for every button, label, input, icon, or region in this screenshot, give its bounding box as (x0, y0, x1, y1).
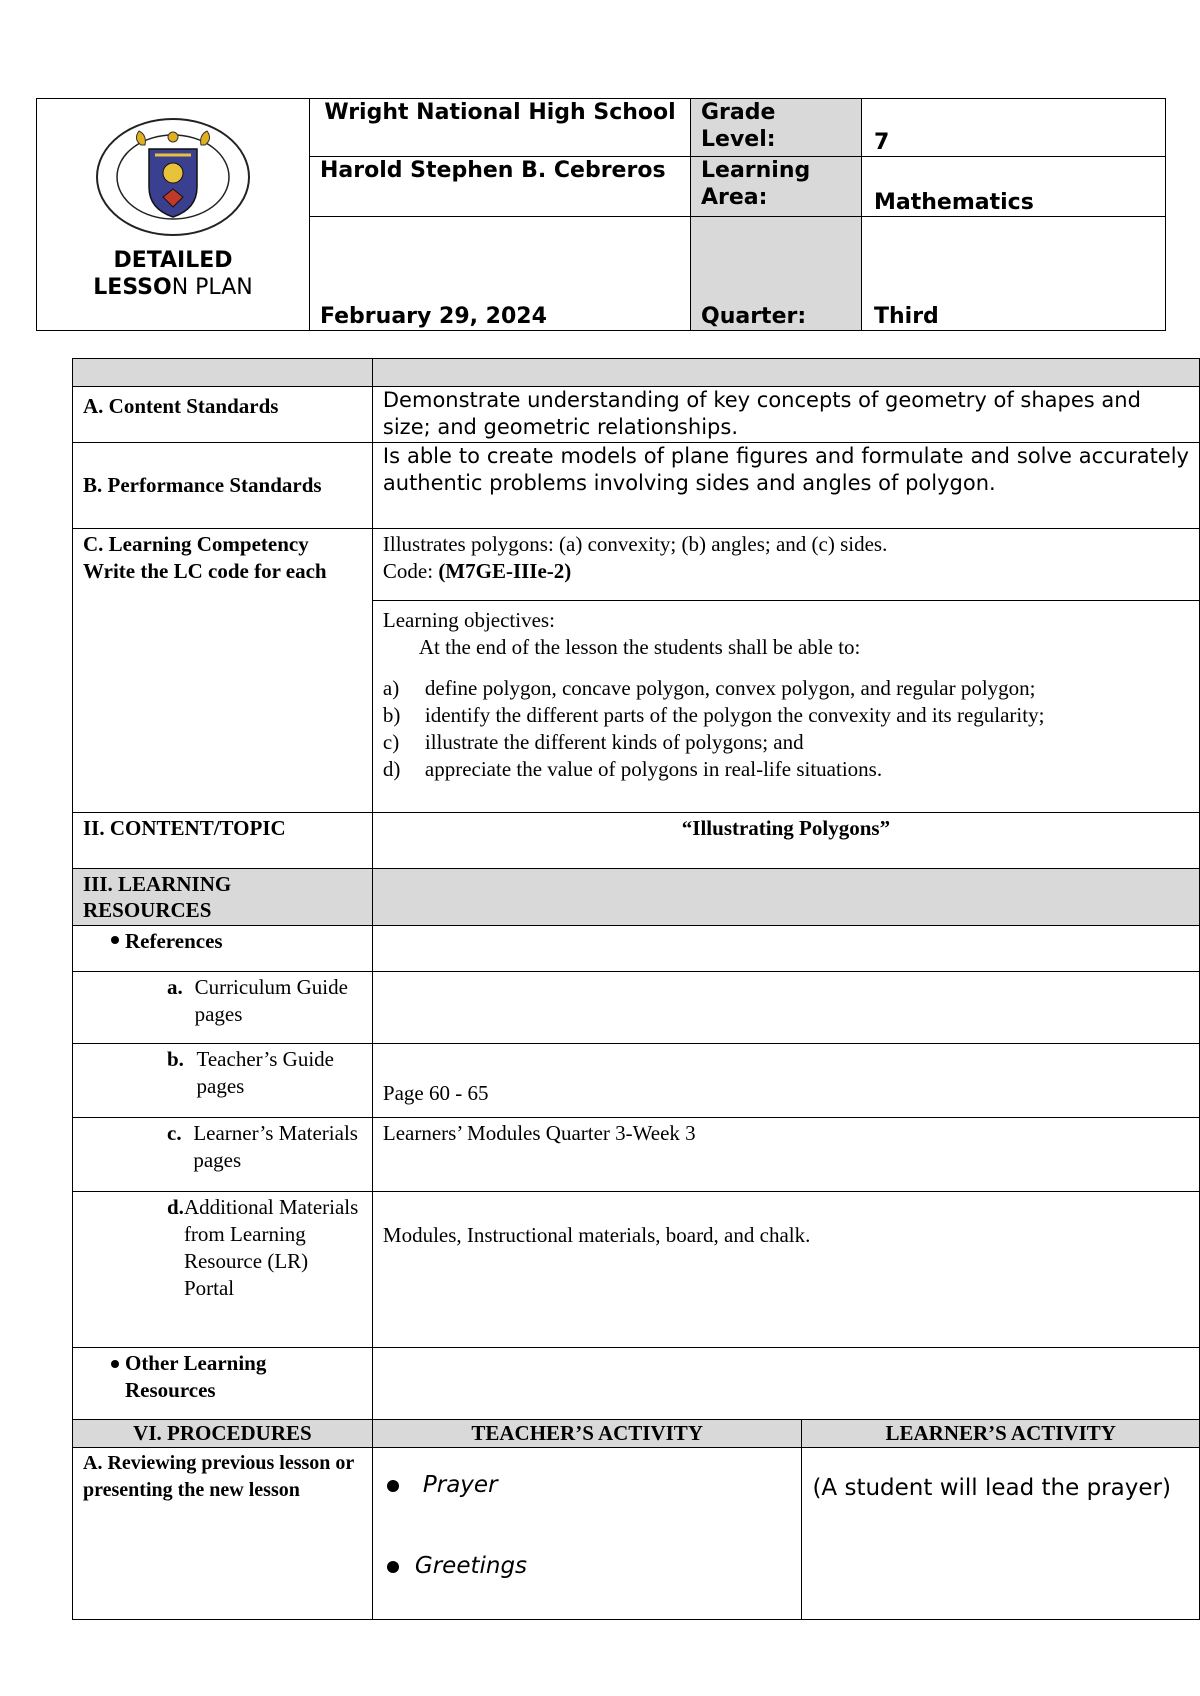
lc-code (383, 558, 1189, 585)
teacher-activity-cell (372, 1448, 802, 1620)
grade-value: 7 (862, 99, 1166, 157)
item-key: a. (167, 975, 183, 999)
blank-header-cell (73, 359, 373, 387)
performance-standards-label: B. Performance Standards (73, 443, 373, 529)
list-item (387, 1472, 792, 1499)
references-label (73, 926, 373, 972)
learners-materials-row (73, 1118, 1200, 1192)
lesson-plan-table (72, 358, 1200, 1620)
quarter-label: Quarter: (691, 217, 862, 331)
header-table (36, 98, 1166, 331)
curriculum-guide-label (73, 972, 373, 1044)
lc-code-value: (M7GE-IIIe-2) (438, 559, 572, 583)
logo-cell (37, 99, 310, 331)
teachers-guide-row (73, 1044, 1200, 1118)
lc-label-line2: Write the LC code for each (83, 559, 327, 583)
list-item (383, 702, 1189, 729)
doc-type-line2 (37, 274, 309, 301)
learner-activity-header: LEARNER’S ACTIVITY (802, 1420, 1200, 1448)
objectives-intro: At the end of the lesson the students shall be able to: (418, 635, 861, 659)
objective-key: c) (382, 730, 400, 754)
grade-label: Grade Level: (691, 99, 862, 157)
learning-competency-label (73, 529, 373, 813)
lesson-date: February 29, 2024 (310, 217, 691, 331)
learning-resources-value (372, 869, 1199, 926)
lc-label-line1: C. Learning Competency (83, 532, 309, 556)
procedures-header-row (73, 1420, 1200, 1448)
content-topic-value: “Illustrating Polygons” (372, 813, 1199, 869)
learners-materials-label (73, 1118, 373, 1192)
content-topic-row (73, 813, 1200, 869)
content-standards-row (73, 387, 1200, 443)
item-label: Additional Materials from Learning Resource (LR) Portal (183, 1195, 359, 1300)
objective-key: b) (382, 703, 401, 727)
teachers-guide-value: Page 60 - 65 (372, 1044, 1199, 1118)
bullet-icon (111, 1360, 119, 1368)
content-topic-label: II. CONTENT/TOPIC (73, 813, 373, 869)
content-standards-label: A. Content Standards (73, 387, 373, 443)
learners-materials-value: Learners’ Modules Quarter 3-Week 3 (372, 1118, 1199, 1192)
objective-text: identify the different parts of the polygon the convexity and its regularity; (424, 703, 1045, 727)
blank-header-cell (372, 359, 1199, 387)
item-label: Learner’s Materials pages (193, 1121, 358, 1172)
item-label: Curriculum Guide pages (194, 975, 348, 1026)
other-resources-value (372, 1348, 1199, 1420)
item-key: d. (167, 1195, 184, 1219)
item-key: b. (167, 1047, 184, 1071)
references-row (73, 926, 1200, 972)
learning-competency-row (73, 529, 1200, 601)
quarter-value: Third (862, 217, 1166, 331)
bullet-icon (387, 1561, 399, 1573)
doc-type-rest: N PLAN (171, 275, 253, 300)
learner-activity-cell: (A student will lead the prayer) (802, 1448, 1200, 1620)
additional-materials-value: Modules, Instructional materials, board, and chalk. (372, 1192, 1199, 1348)
references-text: References (125, 929, 223, 953)
objective-key: a) (382, 676, 400, 700)
document-type (37, 247, 309, 301)
objective-key: d) (382, 757, 401, 781)
deped-seal-icon (93, 115, 253, 239)
references-value (372, 926, 1199, 972)
teachers-guide-label (73, 1044, 373, 1118)
list-item (383, 729, 1189, 756)
blank-header-row (73, 359, 1200, 387)
objective-text: appreciate the value of polygons in real-life situations. (424, 757, 883, 781)
other-resources-text: Other Learning Resources (124, 1351, 267, 1402)
list-item (383, 756, 1189, 783)
additional-materials-label (73, 1192, 373, 1348)
doc-type-bold: LESSO (93, 275, 172, 300)
item-key: c. (167, 1121, 182, 1145)
list-item (387, 1553, 792, 1580)
performance-standards-value: Is able to create models of plane figures and formulate and solve accurately authentic problems involving sides and angles of polygon. (372, 443, 1199, 529)
doc-type-line1: DETAILED (113, 248, 233, 273)
teacher-name: Harold Stephen B. Cebreros (310, 157, 691, 217)
curriculum-guide-value (372, 972, 1199, 1044)
objective-text: illustrate the different kinds of polygons; and (424, 730, 804, 754)
objectives-list (383, 675, 1189, 783)
lc-text: Illustrates polygons: (a) convexity; (b) angles; and (c) sides. (382, 532, 888, 556)
objectives-cell (372, 601, 1199, 813)
activity-text: Greetings (414, 1553, 528, 1579)
curriculum-guide-row (73, 972, 1200, 1044)
area-value: Mathematics (862, 157, 1166, 217)
learning-resources-row (73, 869, 1200, 926)
review-lesson-label: A. Reviewing previous lesson or presenting the new lesson (73, 1448, 373, 1620)
item-label: Teacher’s Guide pages (196, 1047, 334, 1098)
performance-standards-row (73, 443, 1200, 529)
review-lesson-row (73, 1448, 1200, 1620)
area-label: Learning Area: (691, 157, 862, 217)
bullet-icon (111, 936, 119, 944)
activity-text: Prayer (422, 1472, 498, 1498)
additional-materials-row (73, 1192, 1200, 1348)
teacher-activity-header: TEACHER’S ACTIVITY (372, 1420, 802, 1448)
procedures-label: VI. PROCEDURES (73, 1420, 373, 1448)
learning-resources-label: III. LEARNING RESOURCES (73, 869, 373, 926)
objective-text: define polygon, concave polygon, convex polygon, and regular polygon; (424, 676, 1036, 700)
list-item (383, 675, 1189, 702)
other-resources-label (73, 1348, 373, 1420)
learning-competency-value (372, 529, 1199, 601)
bullet-icon (387, 1480, 399, 1492)
other-resources-row (73, 1348, 1200, 1420)
school-name: Wright National High School (310, 99, 691, 157)
content-standards-value: Demonstrate understanding of key concepts of geometry of shapes and size; and geometric relationships. (372, 387, 1199, 443)
objectives-title: Learning objectives: (382, 608, 555, 632)
lc-code-label: Code: (382, 559, 439, 583)
